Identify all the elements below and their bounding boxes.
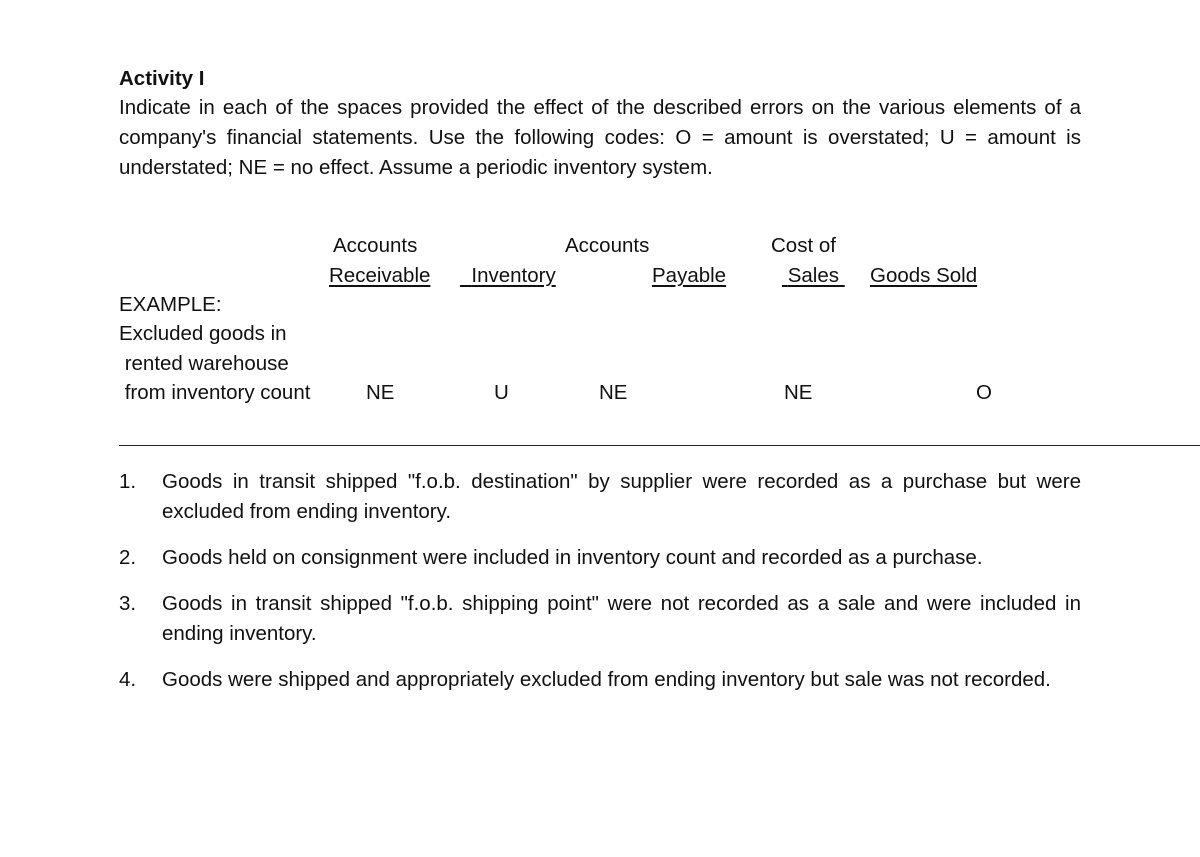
item-number: 2.	[119, 546, 137, 569]
example-description-line: from inventory count	[119, 381, 311, 404]
list-item	[119, 543, 1081, 573]
example-value-sales: NE	[784, 381, 813, 404]
example-description-line: rented warehouse	[119, 352, 289, 375]
instructions-paragraph: Indicate in each of the spaces provided the effect of the described errors on the various elements of a company's financial statements. Use the following codes: O = amount is overstated; U = amount is understated; NE = no effect. Assume a periodic inventory system.	[119, 96, 1081, 179]
example-value-receivable: NE	[366, 381, 395, 404]
item-number: 4.	[119, 668, 137, 691]
example-value-payable: NE	[599, 381, 628, 404]
error-list	[119, 467, 1081, 711]
header-accounts-payable-top: Accounts	[565, 234, 650, 257]
header-accounts-receivable-top: Accounts	[333, 234, 418, 257]
section-divider	[119, 445, 1200, 446]
header-sales: Sales	[787, 264, 839, 287]
example-description-line: Excluded goods in	[119, 322, 287, 345]
item-number: 1.	[119, 470, 137, 493]
header-inventory: Inventory	[471, 264, 556, 287]
header-cost-of-top: Cost of	[771, 234, 836, 257]
activity-title: Activity I	[119, 67, 205, 90]
header-goods-sold: Goods Sold	[870, 264, 978, 287]
example-value-goods-sold: O	[976, 381, 992, 404]
item-text: Goods in transit shipped "f.o.b. shipping point" were not recorded as a sale and were included in ending inventory.	[162, 592, 1081, 645]
list-item	[119, 665, 1081, 695]
example-label: EXAMPLE:	[119, 293, 222, 316]
example-value-inventory: U	[494, 381, 509, 404]
list-item	[119, 589, 1081, 649]
item-text: Goods were shipped and appropriately excluded from ending inventory but sale was not recorded.	[162, 668, 1051, 691]
item-text: Goods in transit shipped "f.o.b. destination" by supplier were recorded as a purchase but were excluded from ending inventory.	[162, 470, 1081, 523]
header-payable: Payable	[652, 264, 727, 287]
header-receivable: Receivable	[329, 264, 431, 287]
item-text: Goods held on consignment were included in inventory count and recorded as a purchase.	[162, 546, 983, 569]
list-item	[119, 467, 1081, 527]
item-number: 3.	[119, 592, 137, 615]
